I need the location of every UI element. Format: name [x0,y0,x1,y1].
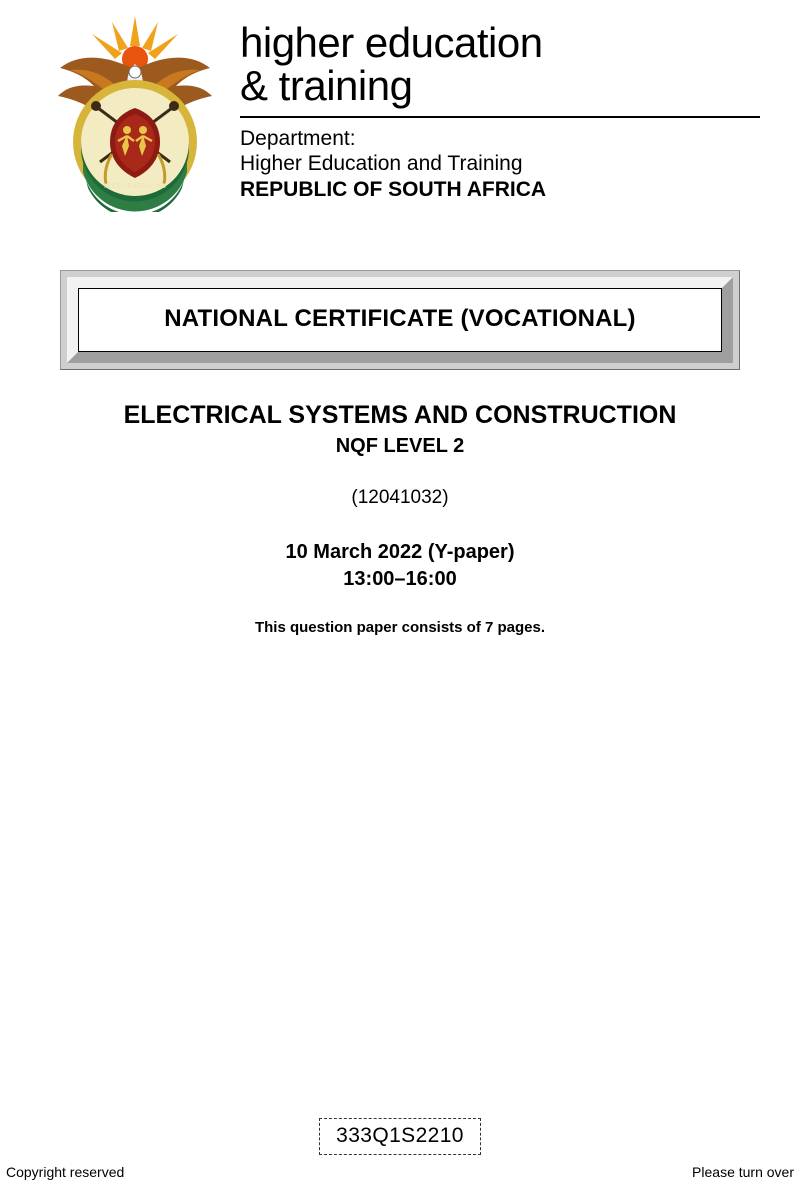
department-heading [230,12,760,202]
country-name: REPUBLIC OF SOUTH AFRICA [240,177,547,201]
dept-name: Higher Education and Training [240,152,523,176]
certificate-plaque [0,270,800,370]
footer-copyright: Copyright reserved [6,1164,125,1180]
page-footer [0,1164,800,1180]
exam-time: 13:00–16:00 [343,568,457,591]
letterhead [0,0,800,212]
dept-label: Department: [240,126,356,150]
footer-turn-over: Please turn over [692,1164,794,1180]
south-africa-coat-of-arms-icon [40,12,230,212]
certificate-title: NATIONAL CERTIFICATE (VOCATIONAL) [164,305,636,332]
svg-text:!KE E: /XARRA //KE: !KE E: /XARRA //KE [103,182,167,190]
paper-code-box: 333Q1S2210 [319,1118,481,1155]
subject-code: (12041032) [351,487,449,509]
dept-title-line1: higher education [240,19,543,66]
plaque-outer-frame [60,270,740,370]
plaque-inner-box [78,288,722,352]
header-divider [240,116,760,118]
exam-datetime [0,539,800,593]
subject-title: ELECTRICAL SYSTEMS AND CONSTRUCTION [123,401,677,429]
exam-details [0,400,800,636]
exam-date: 10 March 2022 (Y-paper) [285,541,515,564]
paper-code-area [0,1118,800,1155]
dept-title-line2: & training [240,61,413,109]
plaque-bevel [67,277,733,363]
nqf-level: NQF LEVEL 2 [335,435,465,458]
page-count-note: This question paper consists of 7 pages. [254,619,546,637]
